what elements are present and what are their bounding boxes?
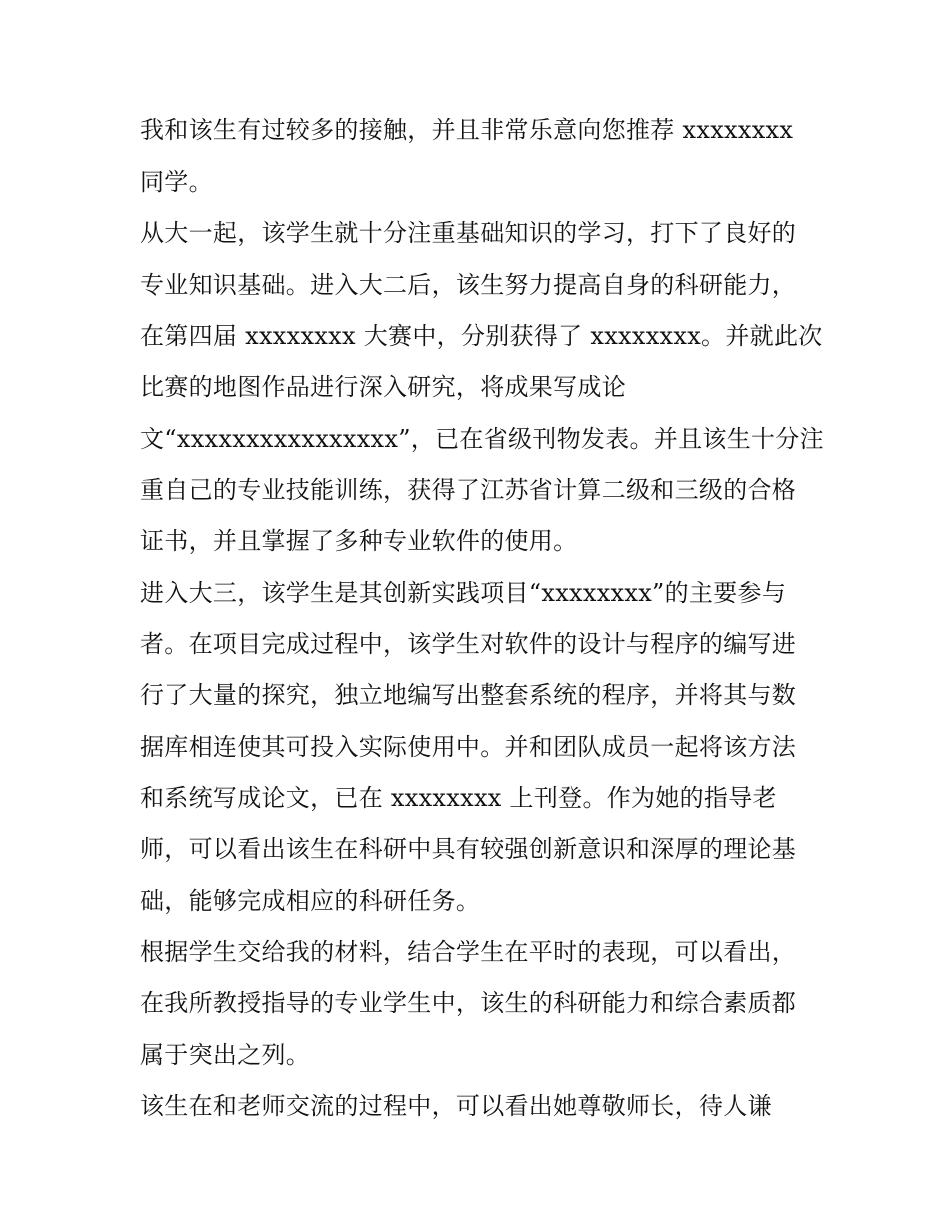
text-line: 和系统写成论文，已在 xxxxxxxx 上刊登。作为她的指导老 (140, 784, 777, 812)
text-line: 在我所教授指导的专业学生中，该生的科研能力和综合素质都 (140, 989, 797, 1017)
text-line: 同学。 (140, 168, 213, 196)
text-line: 该生在和老师交流的过程中，可以看出她尊敬师长，待人谦 (140, 1092, 772, 1120)
text-line: 根据学生交给我的材料，结合学生在平时的表现，可以看出， (140, 938, 797, 966)
text-line: 证书，并且掌握了多种专业软件的使用。 (140, 527, 578, 555)
text-line: 行了大量的探究，独立地编写出整套系统的程序，并将其与数 (140, 681, 797, 709)
text-line: 我和该生有过较多的接触，并且非常乐意向您推荐 xxxxxxxx (140, 116, 794, 144)
text-line: 础，能够完成相应的科研任务。 (140, 887, 481, 915)
text-line: 比赛的地图作品进行深入研究，将成果写成论 (140, 373, 626, 401)
text-line: 在第四届 xxxxxxxx 大赛中，分别获得了 xxxxxxxx。并就此次 (140, 322, 823, 350)
text-line: 据库相连使其可投入实际使用中。并和团队成员一起将该方法 (140, 733, 797, 761)
text-line: 者。在项目完成过程中，该学生对软件的设计与程序的编写进 (140, 630, 797, 658)
text-line: 专业知识基础。进入大二后，该生努力提高自身的科研能力， (140, 271, 797, 299)
text-line: 从大一起，该学生就十分注重基础知识的学习，打下了良好的 (140, 219, 797, 247)
text-line: 进入大三，该学生是其创新实践项目“xxxxxxxx”的主要参与 (140, 579, 787, 607)
text-line: 文“xxxxxxxxxxxxxxxx”，已在省级刊物发表。并且该生十分注 (140, 425, 824, 453)
text-line: 师，可以看出该生在科研中具有较强创新意识和深厚的理论基 (140, 835, 797, 863)
text-line: 属于突出之列。 (140, 1041, 311, 1069)
text-line: 重自己的专业技能训练，获得了江苏省计算二级和三级的合格 (140, 476, 797, 504)
